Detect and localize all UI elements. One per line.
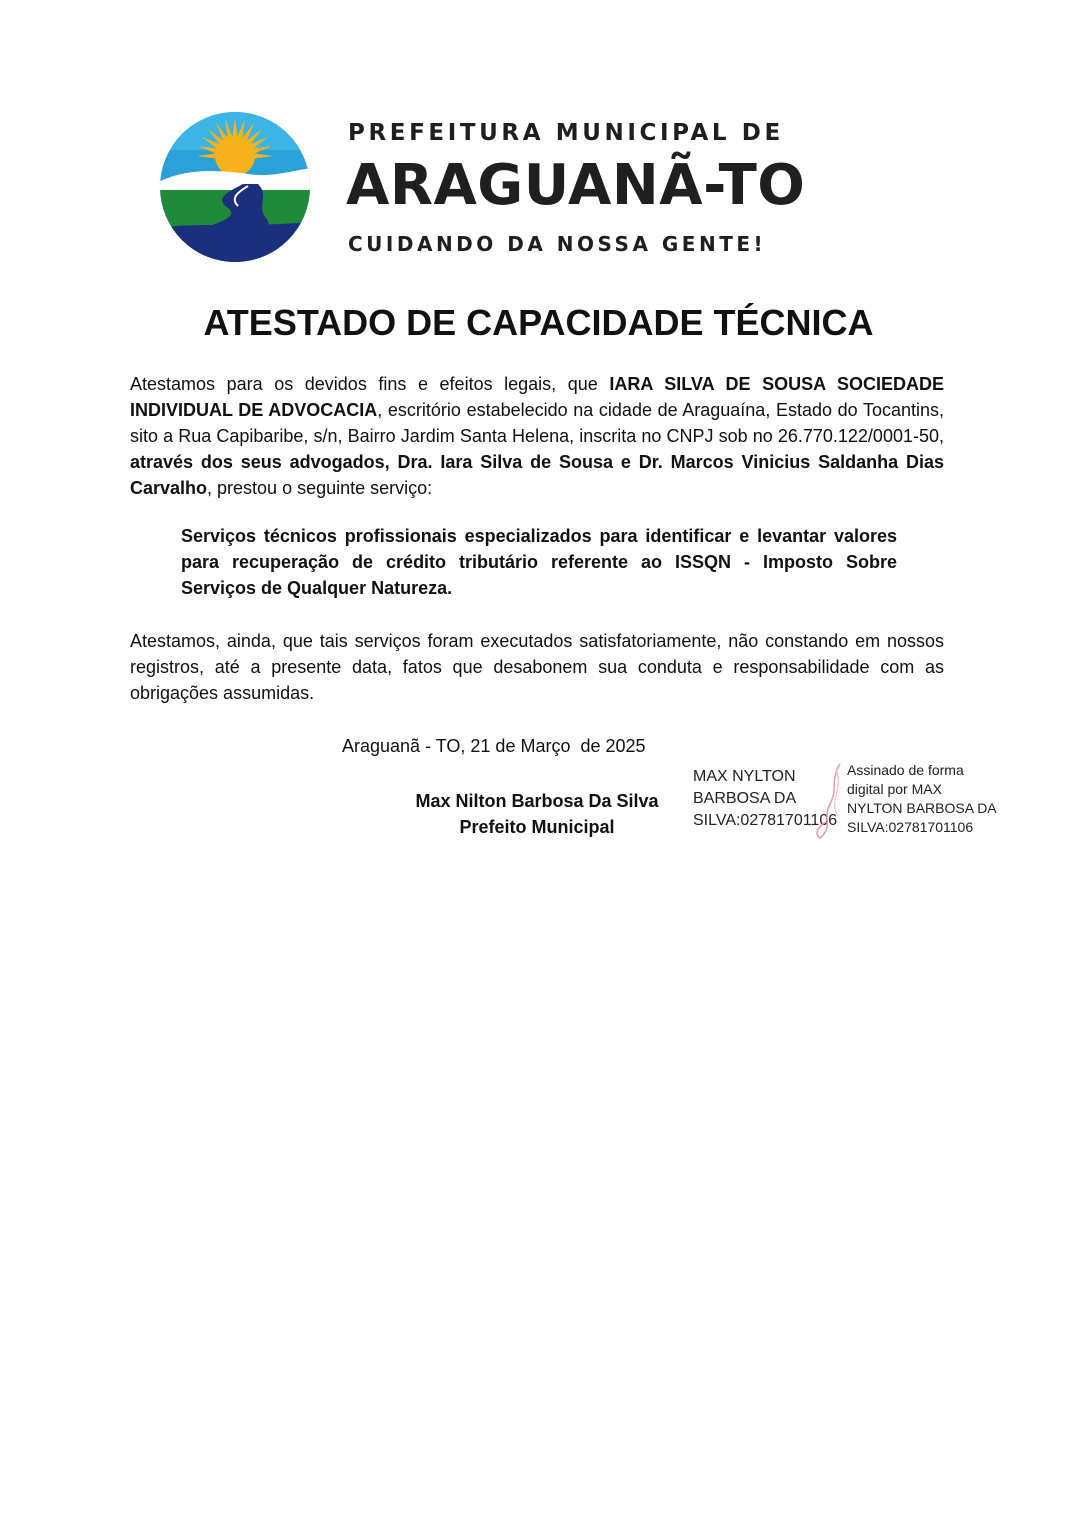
digital-note-line: Assinado de forma [847, 762, 964, 778]
document-title: ATESTADO DE CAPACIDADE TÉCNICA [203, 302, 874, 343]
municipal-logo [158, 108, 818, 268]
logo-line-prefeitura: PREFEITURA MUNICIPAL DE [348, 120, 784, 146]
signer-block [372, 788, 702, 840]
attestation-paragraph [130, 371, 944, 501]
signature-mark-icon [800, 760, 850, 842]
digital-name-line: MAX NYLTON [693, 768, 796, 785]
company-name: IARA SILVA DE SOUSA SOCIEDADE INDIVIDUAL DE ADVOCACIA [130, 374, 944, 420]
lawyers-names: através dos seus advogados, Dra. Iara Silva de Sousa e Dr. Marcos Vinicius Saldanha Dias Carvalho [130, 452, 944, 498]
paragraph1-part2: , escritório estabelecido na cidade de Araguaína, Estado do Tocantins, sito a Rua Capibaribe, s/n, Bairro Jardim Santa Helena, inscrita no CNPJ sob no 26.770.122/0001-50, [130, 400, 944, 446]
sun-river-emblem-icon [158, 110, 312, 264]
place-date-line: Araguanã - TO, 21 de Março de 2025 [342, 736, 646, 756]
digital-note-line: SILVA:02781701106 [847, 819, 974, 835]
signer-name: Max Nilton Barbosa Da Silva [415, 791, 659, 811]
digital-name-line: BARBOSA DA [693, 790, 797, 807]
logo-line-city: ARAGUANÃ-TO [346, 153, 806, 218]
service-description: Serviços técnicos profissionais especializados para identificar e levantar valores para recuperação de crédito tributário referente ao ISSQN - Imposto Sobre Serviços de Qualquer Natureza. [181, 526, 897, 598]
conduct-paragraph: Atestamos, ainda, que tais serviços foram executados satisfatoriamente, não constando em nossos registros, até a presente data, fatos que desabonem sua conduta e responsabilidade com as obrigações assumidas. [130, 631, 944, 703]
digital-signature-note [847, 761, 997, 837]
paragraph1-part3: , prestou o seguinte serviço: [207, 478, 433, 498]
logo-line-slogan: CUIDANDO DA NOSSA GENTE! [348, 232, 767, 256]
signer-role: Prefeito Municipal [459, 817, 615, 837]
digital-note-line: digital por MAX [847, 781, 942, 797]
digital-note-line: NYLTON BARBOSA DA [847, 800, 997, 816]
paragraph1-part1: Atestamos para os devidos fins e efeitos legais, que [130, 374, 610, 394]
digital-name-line: SILVA:02781701106 [693, 812, 838, 829]
